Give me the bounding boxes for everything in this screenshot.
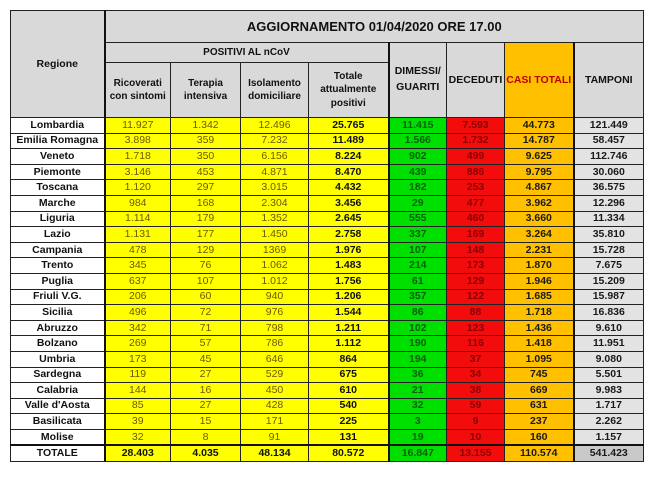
cell-dimessi: 11.415 [389,118,447,134]
header-tamponi: TAMPONI [574,43,644,118]
cell-totale-positivi: 4.432 [309,180,389,196]
cell-totale-positivi: 225 [309,414,389,430]
cell-regione: Marche [11,195,105,211]
cell-ricoverati: 269 [105,336,171,352]
cell-dimessi: 36 [389,367,447,383]
cell-ricoverati: 85 [105,398,171,414]
cell-terapia: 129 [171,242,241,258]
total-cell-dimessi: 16.847 [389,445,447,462]
cell-ricoverati: 637 [105,273,171,289]
cell-terapia: 453 [171,164,241,180]
cell-tamponi: 7.675 [574,258,644,274]
table-row [11,258,644,274]
cell-tamponi: 12.296 [574,195,644,211]
cell-ricoverati: 32 [105,429,171,445]
cell-isolamento: 1.450 [241,227,309,243]
cell-isolamento: 1369 [241,242,309,258]
cell-totale-positivi: 2.758 [309,227,389,243]
cell-deceduti: 88 [447,305,505,321]
cell-ricoverati: 173 [105,351,171,367]
table-row [11,118,644,134]
cell-casi-totali: 237 [505,414,574,430]
total-cell-totale-positivi: 80.572 [309,445,389,462]
header-dimessi [389,43,447,118]
cell-regione: Lazio [11,227,105,243]
cell-terapia: 168 [171,195,241,211]
cell-tamponi: 15.728 [574,242,644,258]
cell-totale-positivi: 1.756 [309,273,389,289]
cell-isolamento: 529 [241,367,309,383]
cell-tamponi: 121.449 [574,118,644,134]
cell-tamponi: 15.987 [574,289,644,305]
cell-ricoverati: 345 [105,258,171,274]
cell-ricoverati: 206 [105,289,171,305]
cell-tamponi: 15.209 [574,273,644,289]
cell-tamponi: 58.457 [574,133,644,149]
table-row [11,211,644,227]
cell-terapia: 45 [171,351,241,367]
covid-regional-table [10,10,644,462]
cell-totale-positivi: 131 [309,429,389,445]
cell-deceduti: 116 [447,336,505,352]
cell-isolamento: 1.012 [241,273,309,289]
cell-totale-positivi: 8.224 [309,149,389,165]
cell-deceduti: 129 [447,273,505,289]
cell-tamponi: 9.080 [574,351,644,367]
total-cell-casi-totali: 110.574 [505,445,574,462]
cell-dimessi: 1.566 [389,133,447,149]
cell-terapia: 8 [171,429,241,445]
cell-dimessi: 19 [389,429,447,445]
cell-casi-totali: 2.231 [505,242,574,258]
cell-tamponi: 30.060 [574,164,644,180]
cell-tamponi: 9.610 [574,320,644,336]
cell-regione: Sicilia [11,305,105,321]
cell-casi-totali: 9.795 [505,164,574,180]
cell-deceduti: 169 [447,227,505,243]
cell-regione: Toscana [11,180,105,196]
table-row [11,227,644,243]
cell-terapia: 350 [171,149,241,165]
cell-deceduti: 38 [447,383,505,399]
cell-ricoverati: 11.927 [105,118,171,134]
cell-ricoverati: 478 [105,242,171,258]
cell-totale-positivi: 11.489 [309,133,389,149]
cell-casi-totali: 44.773 [505,118,574,134]
table-row [11,429,644,445]
cell-regione: Veneto [11,149,105,165]
cell-tamponi: 16.836 [574,305,644,321]
cell-totale-positivi: 1.206 [309,289,389,305]
cell-dimessi: 194 [389,351,447,367]
cell-dimessi: 357 [389,289,447,305]
cell-terapia: 57 [171,336,241,352]
cell-regione: Sardegna [11,367,105,383]
cell-ricoverati: 342 [105,320,171,336]
cell-totale-positivi: 8.470 [309,164,389,180]
cell-isolamento: 976 [241,305,309,321]
cell-terapia: 297 [171,180,241,196]
cell-terapia: 60 [171,289,241,305]
cell-isolamento: 91 [241,429,309,445]
cell-deceduti: 7.593 [447,118,505,134]
cell-totale-positivi: 675 [309,367,389,383]
table-row [11,164,644,180]
cell-totale-positivi: 25.765 [309,118,389,134]
cell-regione: Campania [11,242,105,258]
table-row [11,336,644,352]
cell-casi-totali: 3.660 [505,211,574,227]
cell-terapia: 107 [171,273,241,289]
cell-ricoverati: 119 [105,367,171,383]
cell-deceduti: 173 [447,258,505,274]
header-dimessi-label: DIMESSI/ GUARITI [394,65,441,93]
cell-tamponi: 11.334 [574,211,644,227]
cell-regione: Bolzano [11,336,105,352]
cell-regione: Trento [11,258,105,274]
cell-dimessi: 32 [389,398,447,414]
total-cell-isolamento: 48.134 [241,445,309,462]
table-row [11,289,644,305]
cell-tamponi: 35.810 [574,227,644,243]
cell-isolamento: 1.062 [241,258,309,274]
cell-isolamento: 6.156 [241,149,309,165]
cell-ricoverati: 39 [105,414,171,430]
cell-tamponi: 11.951 [574,336,644,352]
cell-deceduti: 499 [447,149,505,165]
cell-isolamento: 786 [241,336,309,352]
cell-terapia: 1.342 [171,118,241,134]
cell-tamponi: 1.157 [574,429,644,445]
cell-isolamento: 4.871 [241,164,309,180]
header-terapia: Terapia intensiva [171,63,241,118]
cell-deceduti: 59 [447,398,505,414]
cell-totale-positivi: 1.483 [309,258,389,274]
cell-deceduti: 9 [447,414,505,430]
cell-casi-totali: 745 [505,367,574,383]
table-row [11,149,644,165]
cell-dimessi: 902 [389,149,447,165]
table-row [11,242,644,258]
cell-casi-totali: 669 [505,383,574,399]
cell-totale-positivi: 1.211 [309,320,389,336]
cell-casi-totali: 1.946 [505,273,574,289]
cell-dimessi: 190 [389,336,447,352]
header-isolamento: Isolamento domiciliare [241,63,309,118]
cell-dimessi: 102 [389,320,447,336]
cell-casi-totali: 4.867 [505,180,574,196]
cell-terapia: 72 [171,305,241,321]
cell-dimessi: 61 [389,273,447,289]
table-row [11,351,644,367]
table-row [11,273,644,289]
table-row [11,133,644,149]
header-regione: Regione [11,11,105,118]
cell-terapia: 16 [171,383,241,399]
cell-deceduti: 253 [447,180,505,196]
cell-ricoverati: 1.114 [105,211,171,227]
cell-isolamento: 450 [241,383,309,399]
cell-deceduti: 477 [447,195,505,211]
cell-ricoverati: 3.146 [105,164,171,180]
cell-casi-totali: 9.625 [505,149,574,165]
cell-deceduti: 34 [447,367,505,383]
cell-dimessi: 21 [389,383,447,399]
cell-dimessi: 29 [389,195,447,211]
cell-totale-positivi: 2.645 [309,211,389,227]
cell-dimessi: 214 [389,258,447,274]
cell-terapia: 359 [171,133,241,149]
cell-dimessi: 182 [389,180,447,196]
total-cell-terapia: 4.035 [171,445,241,462]
cell-deceduti: 148 [447,242,505,258]
cell-casi-totali: 1.870 [505,258,574,274]
cell-deceduti: 1.732 [447,133,505,149]
table-row [11,398,644,414]
cell-isolamento: 428 [241,398,309,414]
table-row [11,383,644,399]
header-deceduti: DECEDUTI [447,43,505,118]
cell-isolamento: 2.304 [241,195,309,211]
cell-ricoverati: 1.131 [105,227,171,243]
cell-isolamento: 1.352 [241,211,309,227]
cell-ricoverati: 984 [105,195,171,211]
table-row [11,414,644,430]
cell-isolamento: 3.015 [241,180,309,196]
cell-casi-totali: 1.685 [505,289,574,305]
cell-totale-positivi: 1.112 [309,336,389,352]
total-cell-ricoverati: 28.403 [105,445,171,462]
cell-casi-totali: 1.436 [505,320,574,336]
cell-dimessi: 107 [389,242,447,258]
cell-regione: Abruzzo [11,320,105,336]
cell-terapia: 179 [171,211,241,227]
cell-regione: Umbria [11,351,105,367]
header-casi-totali: CASI TOTALI [505,43,574,118]
cell-terapia: 177 [171,227,241,243]
cell-deceduti: 123 [447,320,505,336]
cell-ricoverati: 496 [105,305,171,321]
total-cell-tamponi: 541.423 [574,445,644,462]
cell-dimessi: 555 [389,211,447,227]
cell-totale-positivi: 864 [309,351,389,367]
header-positivi-group: POSITIVI AL nCoV [105,43,389,63]
cell-casi-totali: 631 [505,398,574,414]
cell-totale-positivi: 3.456 [309,195,389,211]
cell-tamponi: 36.575 [574,180,644,196]
cell-deceduti: 10 [447,429,505,445]
cell-isolamento: 798 [241,320,309,336]
cell-totale-positivi: 540 [309,398,389,414]
cell-regione: Piemonte [11,164,105,180]
cell-regione: Basilicata [11,414,105,430]
total-cell-regione: TOTALE [11,445,105,462]
cell-totale-positivi: 1.544 [309,305,389,321]
table-row [11,305,644,321]
cell-dimessi: 86 [389,305,447,321]
cell-totale-positivi: 610 [309,383,389,399]
table-row [11,367,644,383]
cell-tamponi: 2.262 [574,414,644,430]
cell-deceduti: 37 [447,351,505,367]
cell-ricoverati: 1.718 [105,149,171,165]
cell-isolamento: 7.232 [241,133,309,149]
cell-ricoverati: 144 [105,383,171,399]
cell-casi-totali: 1.718 [505,305,574,321]
table-row [11,195,644,211]
cell-tamponi: 5.501 [574,367,644,383]
cell-isolamento: 940 [241,289,309,305]
table-title: AGGIORNAMENTO 01/04/2020 ORE 17.00 [105,11,644,43]
cell-regione: Puglia [11,273,105,289]
cell-isolamento: 12.496 [241,118,309,134]
total-row [11,445,644,462]
cell-terapia: 27 [171,398,241,414]
table-row [11,320,644,336]
cell-regione: Molise [11,429,105,445]
cell-regione: Valle d'Aosta [11,398,105,414]
cell-ricoverati: 1.120 [105,180,171,196]
cell-casi-totali: 3.962 [505,195,574,211]
cell-deceduti: 460 [447,211,505,227]
cell-deceduti: 886 [447,164,505,180]
cell-casi-totali: 14.787 [505,133,574,149]
cell-regione: Calabria [11,383,105,399]
cell-casi-totali: 3.264 [505,227,574,243]
cell-terapia: 27 [171,367,241,383]
cell-tamponi: 9.983 [574,383,644,399]
cell-ricoverati: 3.898 [105,133,171,149]
cell-isolamento: 646 [241,351,309,367]
cell-regione: Liguria [11,211,105,227]
cell-terapia: 71 [171,320,241,336]
table-body [11,118,644,462]
header-ricoverati: Ricoverati con sintomi [105,63,171,118]
cell-casi-totali: 160 [505,429,574,445]
total-cell-deceduti: 13.155 [447,445,505,462]
cell-totale-positivi: 1.976 [309,242,389,258]
cell-terapia: 76 [171,258,241,274]
cell-deceduti: 122 [447,289,505,305]
cell-dimessi: 3 [389,414,447,430]
cell-dimessi: 439 [389,164,447,180]
cell-dimessi: 337 [389,227,447,243]
cell-tamponi: 1.717 [574,398,644,414]
header-totale-positivi: Totale attualmente positivi [309,63,389,118]
table-row [11,180,644,196]
cell-isolamento: 171 [241,414,309,430]
cell-regione: Emilia Romagna [11,133,105,149]
cell-regione: Lombardia [11,118,105,134]
cell-regione: Friuli V.G. [11,289,105,305]
cell-casi-totali: 1.095 [505,351,574,367]
cell-terapia: 15 [171,414,241,430]
cell-casi-totali: 1.418 [505,336,574,352]
cell-tamponi: 112.746 [574,149,644,165]
